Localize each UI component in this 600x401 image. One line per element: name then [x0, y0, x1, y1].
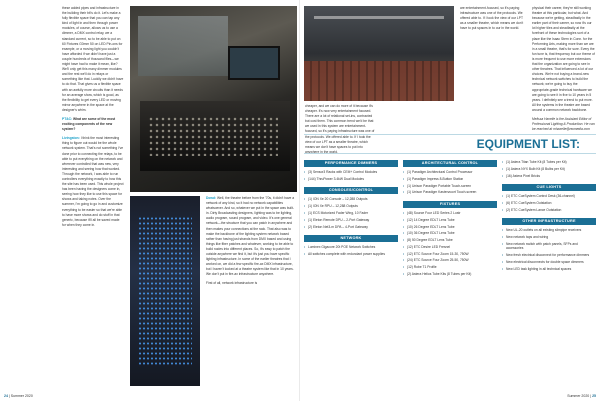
equipment-list — [304, 170, 398, 181]
equipment-item: • (24) ETC Source Four Zoom 25-50, 750W — [403, 258, 497, 263]
lighting-truss — [314, 16, 444, 19]
equipment-item: • (12) ETC Desire LED Fresnel — [403, 245, 497, 250]
equipment-item: • (48) Source Four LED Series 2 Lustr — [403, 211, 497, 216]
equipment-item: • New UL-20 outlets on all existing slimpipe receivers — [502, 228, 596, 233]
equipment-item: • New network taps and wiring — [502, 235, 596, 240]
equipment-item: • (2) Eleton Net3-m DPA – 4-Port Gateway — [304, 225, 398, 230]
right-footer: Summer 2020 | 25 — [567, 394, 596, 398]
question-label: PT&C: — [62, 116, 73, 121]
equipment-item: • New LED task lighting in all technical spaces — [502, 267, 596, 272]
equipment-item: • (1) Paradigm Impress 8-Button Station — [403, 177, 497, 182]
answer-1 — [62, 136, 124, 228]
network-rack-photo — [130, 196, 200, 386]
console-faders — [148, 116, 278, 156]
right-page-number: 25 — [592, 394, 596, 398]
equipment-list — [304, 197, 398, 229]
equipment-item: • (1) ION Xe 20 Console – 12,288 Outputs — [304, 197, 398, 202]
equipment-item: • (12) 14 Degree EDLT Lens Tube — [403, 218, 497, 223]
equipment-list — [502, 160, 596, 178]
rack-indicator-lights — [138, 216, 192, 366]
equipment-item: • (2) ETC CueSystem Lance Outstation — [502, 208, 596, 213]
equipment-column-3 — [502, 160, 596, 277]
equipment-item: • All switches complete with redundant power supplies — [304, 252, 398, 257]
equipment-item: • (10) 26 Degree EDLT Lens Tube — [403, 225, 497, 230]
equipment-list — [502, 228, 596, 271]
console-screen — [228, 46, 280, 80]
section-heading: CUE LIGHTS — [502, 184, 596, 191]
equipment-item: • (1) Unison Paradigm Kastenzuort Touch-screen — [403, 190, 497, 195]
equipment-item: • New fresh electrical disconnect for performance dimmers — [502, 253, 596, 258]
continued-text-column — [305, 104, 377, 154]
section-heading: CONSOLES/CONTROL — [304, 187, 398, 194]
equipment-list — [304, 245, 398, 256]
question-text: What are some of the most exciting components of the new system? — [62, 116, 116, 132]
continued-paragraph: cheaper, and we can do more of it because it's cheaper. It's now very entertainment focused. There are a lot of relational set-ins, contracted but cost them. This common trend we'd be that we used in this system are entertainment-focused, so it's paying infrastructure was one of the protocols. We offered able to. If I took the view of our LPT as a smaller theatre, which means we don't have spaces to put into anywhere in the world. — [305, 104, 375, 154]
equipment-item: • (1) Paradigm Architectural Control Processor — [403, 170, 497, 175]
answer-speaker-1: Livingston: — [62, 136, 80, 141]
equipment-item: • (8) 50 Degree EDLT Lens Tube — [403, 238, 497, 243]
equipment-item: • Luminex Gigacore 20t POE Network Switches — [304, 245, 398, 250]
equipment-item: • (12) ETC Source Four Zoom 15-30, 750W — [403, 252, 497, 257]
answer-speaker-2: Dowd: — [206, 196, 217, 200]
left-lower-text-column — [206, 196, 296, 386]
answer-text-2: Well, the theatre before from the '70s, it didn't have a network of any kind, so it had no network capabilities whatsoever. And so, whatever we put in the space was built-in. Dirty Broadcasting designers, lighting was to be lighting, audio program, sound program, and video. It's one general network—the structure that you can patch in anywhere and then makes your connections at the rack. That also was to make the backbone of the lighting system network based rather than having just strands from DMX based and using things like fiber patches and whatever, working to be able to build nodes into different places. So, it's easy to patch the outside anywhere we find it, but it's just you have specific lighting infrastructure. In some of the earlier theatres that I worked on, we did a few specific fire-ax DMX infrastructure, but I haven't looked at a theatre system like that in 10 years. We don't put in fire-ax infrastructure anywhere. — [206, 196, 295, 277]
equipment-item: • (10) 36 Degree EDLT Lens Tube — [403, 231, 497, 236]
right-paragraph-2: physical their career, they're still working theatre at this particular, but what. And because we're getting, steadfastly in the earlier part of their career, so now it's our lot higher tiles and steadfastly at the forefront of these technologies sort of a place like the Isaac Stern in Conn. for the Performing Arts, making more than we are in a small theatre, that's for sure. Every the fun tune is, that frequency but our theme of is more frequent to use more extensions that the organization are going to see in other theatres. That influenced a lot of our choices. We're not buying a brand-new technical network switches to build the network; we're going to buy the appropriate-grade technical hardware we are going to see it in five to 10 years in 5 years. I definitely see a trend to put more. All the systems in the theatre are based around a common network backbone. — [532, 6, 595, 112]
left-footer: 24 | Summer 2020 — [4, 394, 33, 398]
equipment-column-1 — [304, 160, 398, 262]
equipment-item: • (2) Astera Helios Tube Kits (8 Tubes per Kit) — [403, 272, 497, 277]
equipment-item: • (1) Astera NYX Bulb Kit (8 Bulbs per Kit) — [502, 167, 596, 172]
equipment-item: • (12) Robe T1 Profile — [403, 265, 497, 270]
equipment-column-2 — [403, 160, 497, 283]
equipment-item: • (1) ION Xe RPU – 12,288 Outputs — [304, 204, 398, 209]
equipment-list — [403, 170, 497, 195]
author-bio: Melissa Haxelle is the Assistant Editor of Professional Lighting & Production. He can be reached at mhaxelle@nwmedia.com — [532, 116, 595, 132]
right-text-column-1 — [460, 6, 526, 130]
equipment-item: • (1) ETC CueSystem Control Desk (36-channel) — [502, 194, 596, 199]
control-booth-photo — [130, 6, 297, 192]
equipment-item: • (144) ThruPower 3.4kW Dual Modules — [304, 177, 398, 182]
equipment-item: • (1) Unison Paradigm Portable Touch-screen — [403, 184, 497, 189]
equipment-list — [403, 211, 497, 277]
intro-paragraph: these added pipes and infrastructure in the building their bit's do it. Let's make a fully flexible space that you can tap any kind of light in and then through power modules, of course, allows us to use a dimmer, a DMX control relay, we a standard current, so to be able to put on 60 Fixtures G0mm 50 on LED Pin-ons for example, or a moving light you couldn't have afforded if we didn't have just a couple hundreds of thousand files—we might have had to make it mean, like? We'll only get this many dimmer modules and the rest we'll do in relays or something like that. Luckily we didn't have to do that. That gives us a flexible space with an awfully more circuits than it needs for an average show, which is good, as the flexibility to get every LED or moving mirror anywhere in the space at the designer's whim. — [62, 6, 124, 112]
equipment-item: • (6) ETC CueSystem Outstation — [502, 201, 596, 206]
right-issue-label: Summer 2020 — [567, 394, 590, 398]
equipment-item: • (16) Astera Pixel Bricks — [502, 174, 596, 179]
left-page-number: 24 — [4, 394, 8, 398]
theatre-seats — [304, 61, 454, 101]
equipment-item: • (1) ECS Motorized Fader Wing, 10 Fader — [304, 211, 398, 216]
booth-window — [138, 16, 228, 76]
right-text-column-2 — [532, 6, 596, 130]
section-heading: ARCHITECTURAL CONTROL — [403, 160, 497, 167]
equipment-item: • (1) Eleton Remote DPU – 2-Port Gateway — [304, 218, 398, 223]
section-heading: OTHER INFRASTRUCTURE — [502, 218, 596, 225]
answer-text-1: I think the most interesting thing to figure out would be the whole network system. That's not something I've done prior to connecting the relays, to be able to put everything on the network and wherever controlled that was new, very interesting and seeing how that worked. Through the network, I was able to run controllers everything exactly to how this the site has been used. This whole project has been having the designers come in, seeing how they like to use this space for shows and taking notes. Over the summer, I'm going to go in and customize everything to be easier so that we're able to have more shows and do stuff in that generic, because it'll all be saved made for when they come in. — [62, 136, 124, 227]
answer-2 — [206, 196, 296, 278]
answer-2-tail: First of all, network infrastructure is — [206, 280, 258, 285]
equipment-item: • (1) Astera Titan Tube Kit (8 Tubes per Kit) — [502, 160, 596, 165]
equipment-item: • New electrical disconnects for double space dimmers — [502, 260, 596, 265]
equipment-item: • New network switch with patch panels, SFPs and accessories — [502, 242, 596, 251]
section-heading: FIXTURES — [403, 201, 497, 208]
section-heading: PERFORMANCE DIMMERS — [304, 160, 398, 167]
theatre-stage-photo — [304, 6, 454, 101]
right-page — [300, 0, 600, 401]
right-paragraph-1: are entertainment-focused, so it's paying infrastructure was one of the protocols. We offered able to. If I took the view of our LPT as a smaller theatre, which means we don't have to put spaces in to our in the world. — [460, 6, 524, 31]
left-text-column — [62, 6, 124, 386]
question-1 — [62, 117, 124, 132]
left-issue-label: Summer 2020 — [10, 394, 33, 398]
equipment-item: • (3) Sensor3 Racks with CEM+ Control Modules — [304, 170, 398, 175]
equipment-list-title: EQUIPMENT LIST: — [304, 134, 596, 154]
equipment-list — [502, 194, 596, 212]
section-heading: NETWORK — [304, 235, 398, 242]
